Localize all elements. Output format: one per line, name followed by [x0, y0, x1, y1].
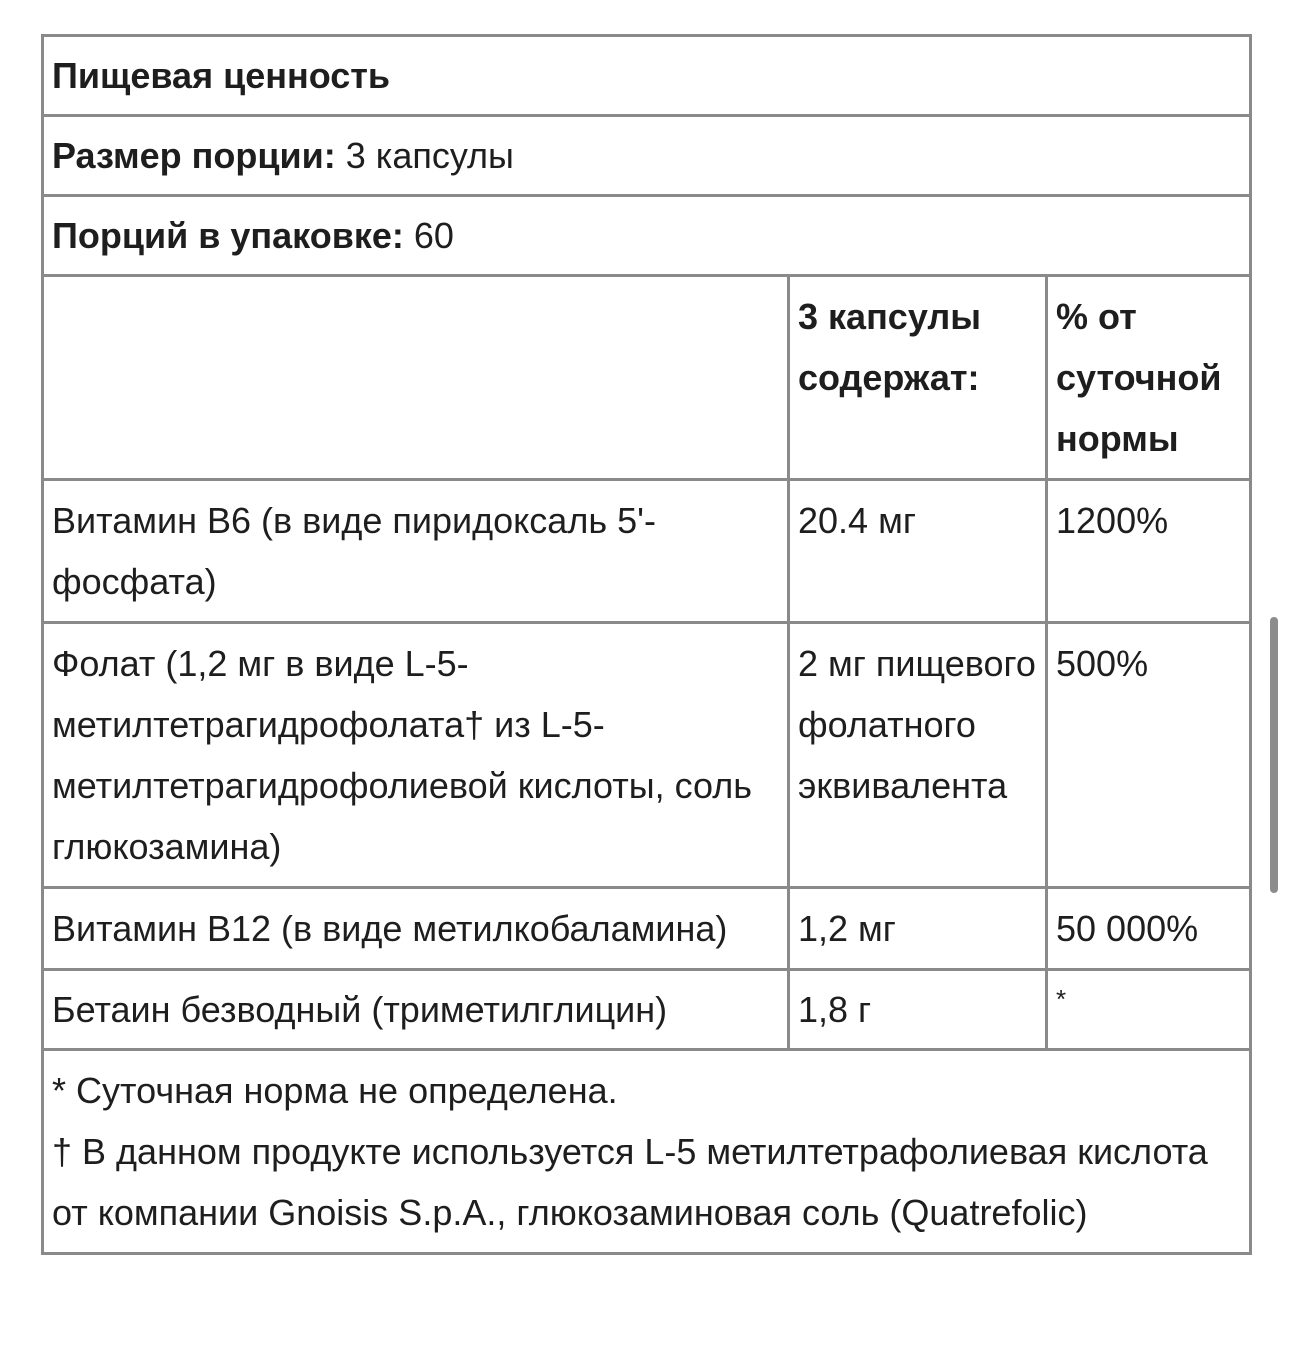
nutrient-daily-value: 50 000% — [1047, 888, 1251, 970]
servings-per-container-cell — [43, 196, 1251, 276]
title-row — [43, 36, 1251, 116]
header-empty-cell — [43, 276, 789, 480]
footnotes-row — [43, 1050, 1251, 1254]
nutrient-amount: 2 мг пищевого фолатного эквивалента — [789, 623, 1047, 888]
nutrient-name: Витамин B6 (в виде пиридоксаль 5'-фосфата) — [43, 480, 789, 623]
supplement-facts-table — [41, 34, 1252, 1255]
footnotes-cell — [43, 1050, 1251, 1254]
dagger-footnote: † В данном продукте используется L-5 метилтетрафолиевая кислота от компании Gnoisis S.p.A., глюкозаминовая соль (Quatrefolic) — [52, 1131, 1208, 1233]
servings-per-container-row — [43, 196, 1251, 276]
serving-size-value: 3 капсулы — [335, 135, 514, 176]
nutrient-daily-value: 500% — [1047, 623, 1251, 888]
table-row — [43, 623, 1251, 888]
table-title — [43, 36, 1251, 116]
nutrient-name: Бетаин безводный (триметилглицин) — [43, 970, 789, 1050]
table-row — [43, 970, 1251, 1050]
nutrient-daily-value: 1200% — [1047, 480, 1251, 623]
header-amount: 3 капсулы содержат: — [789, 276, 1047, 480]
servings-value: 60 — [403, 215, 454, 256]
servings-label: Порций в упаковке: — [52, 215, 404, 256]
nutrient-amount: 20.4 мг — [789, 480, 1047, 623]
nutrient-amount: 1,8 г — [789, 970, 1047, 1050]
daily-value-footnote: * Суточная норма не определена. — [52, 1070, 618, 1111]
serving-size-row — [43, 116, 1251, 196]
serving-size-cell — [43, 116, 1251, 196]
nutrient-amount: 1,2 мг — [789, 888, 1047, 970]
vertical-scrollbar[interactable] — [1270, 617, 1278, 893]
column-header-row — [43, 276, 1251, 480]
table-row — [43, 888, 1251, 970]
header-daily-value: % от суточной нормы — [1047, 276, 1251, 480]
nutrient-daily-value: * — [1047, 970, 1251, 1050]
serving-size-label: Размер порции: — [52, 135, 336, 176]
title-text: Пищевая ценность — [52, 55, 391, 96]
nutrient-name: Фолат (1,2 мг в виде L-5-метилтетрагидрофолата† из L-5-метилтетрагидрофолиевой кислоты, соль глюкозамина) — [43, 623, 789, 888]
nutrient-name: Витамин B12 (в виде метилкобаламина) — [43, 888, 789, 970]
table-row — [43, 480, 1251, 623]
